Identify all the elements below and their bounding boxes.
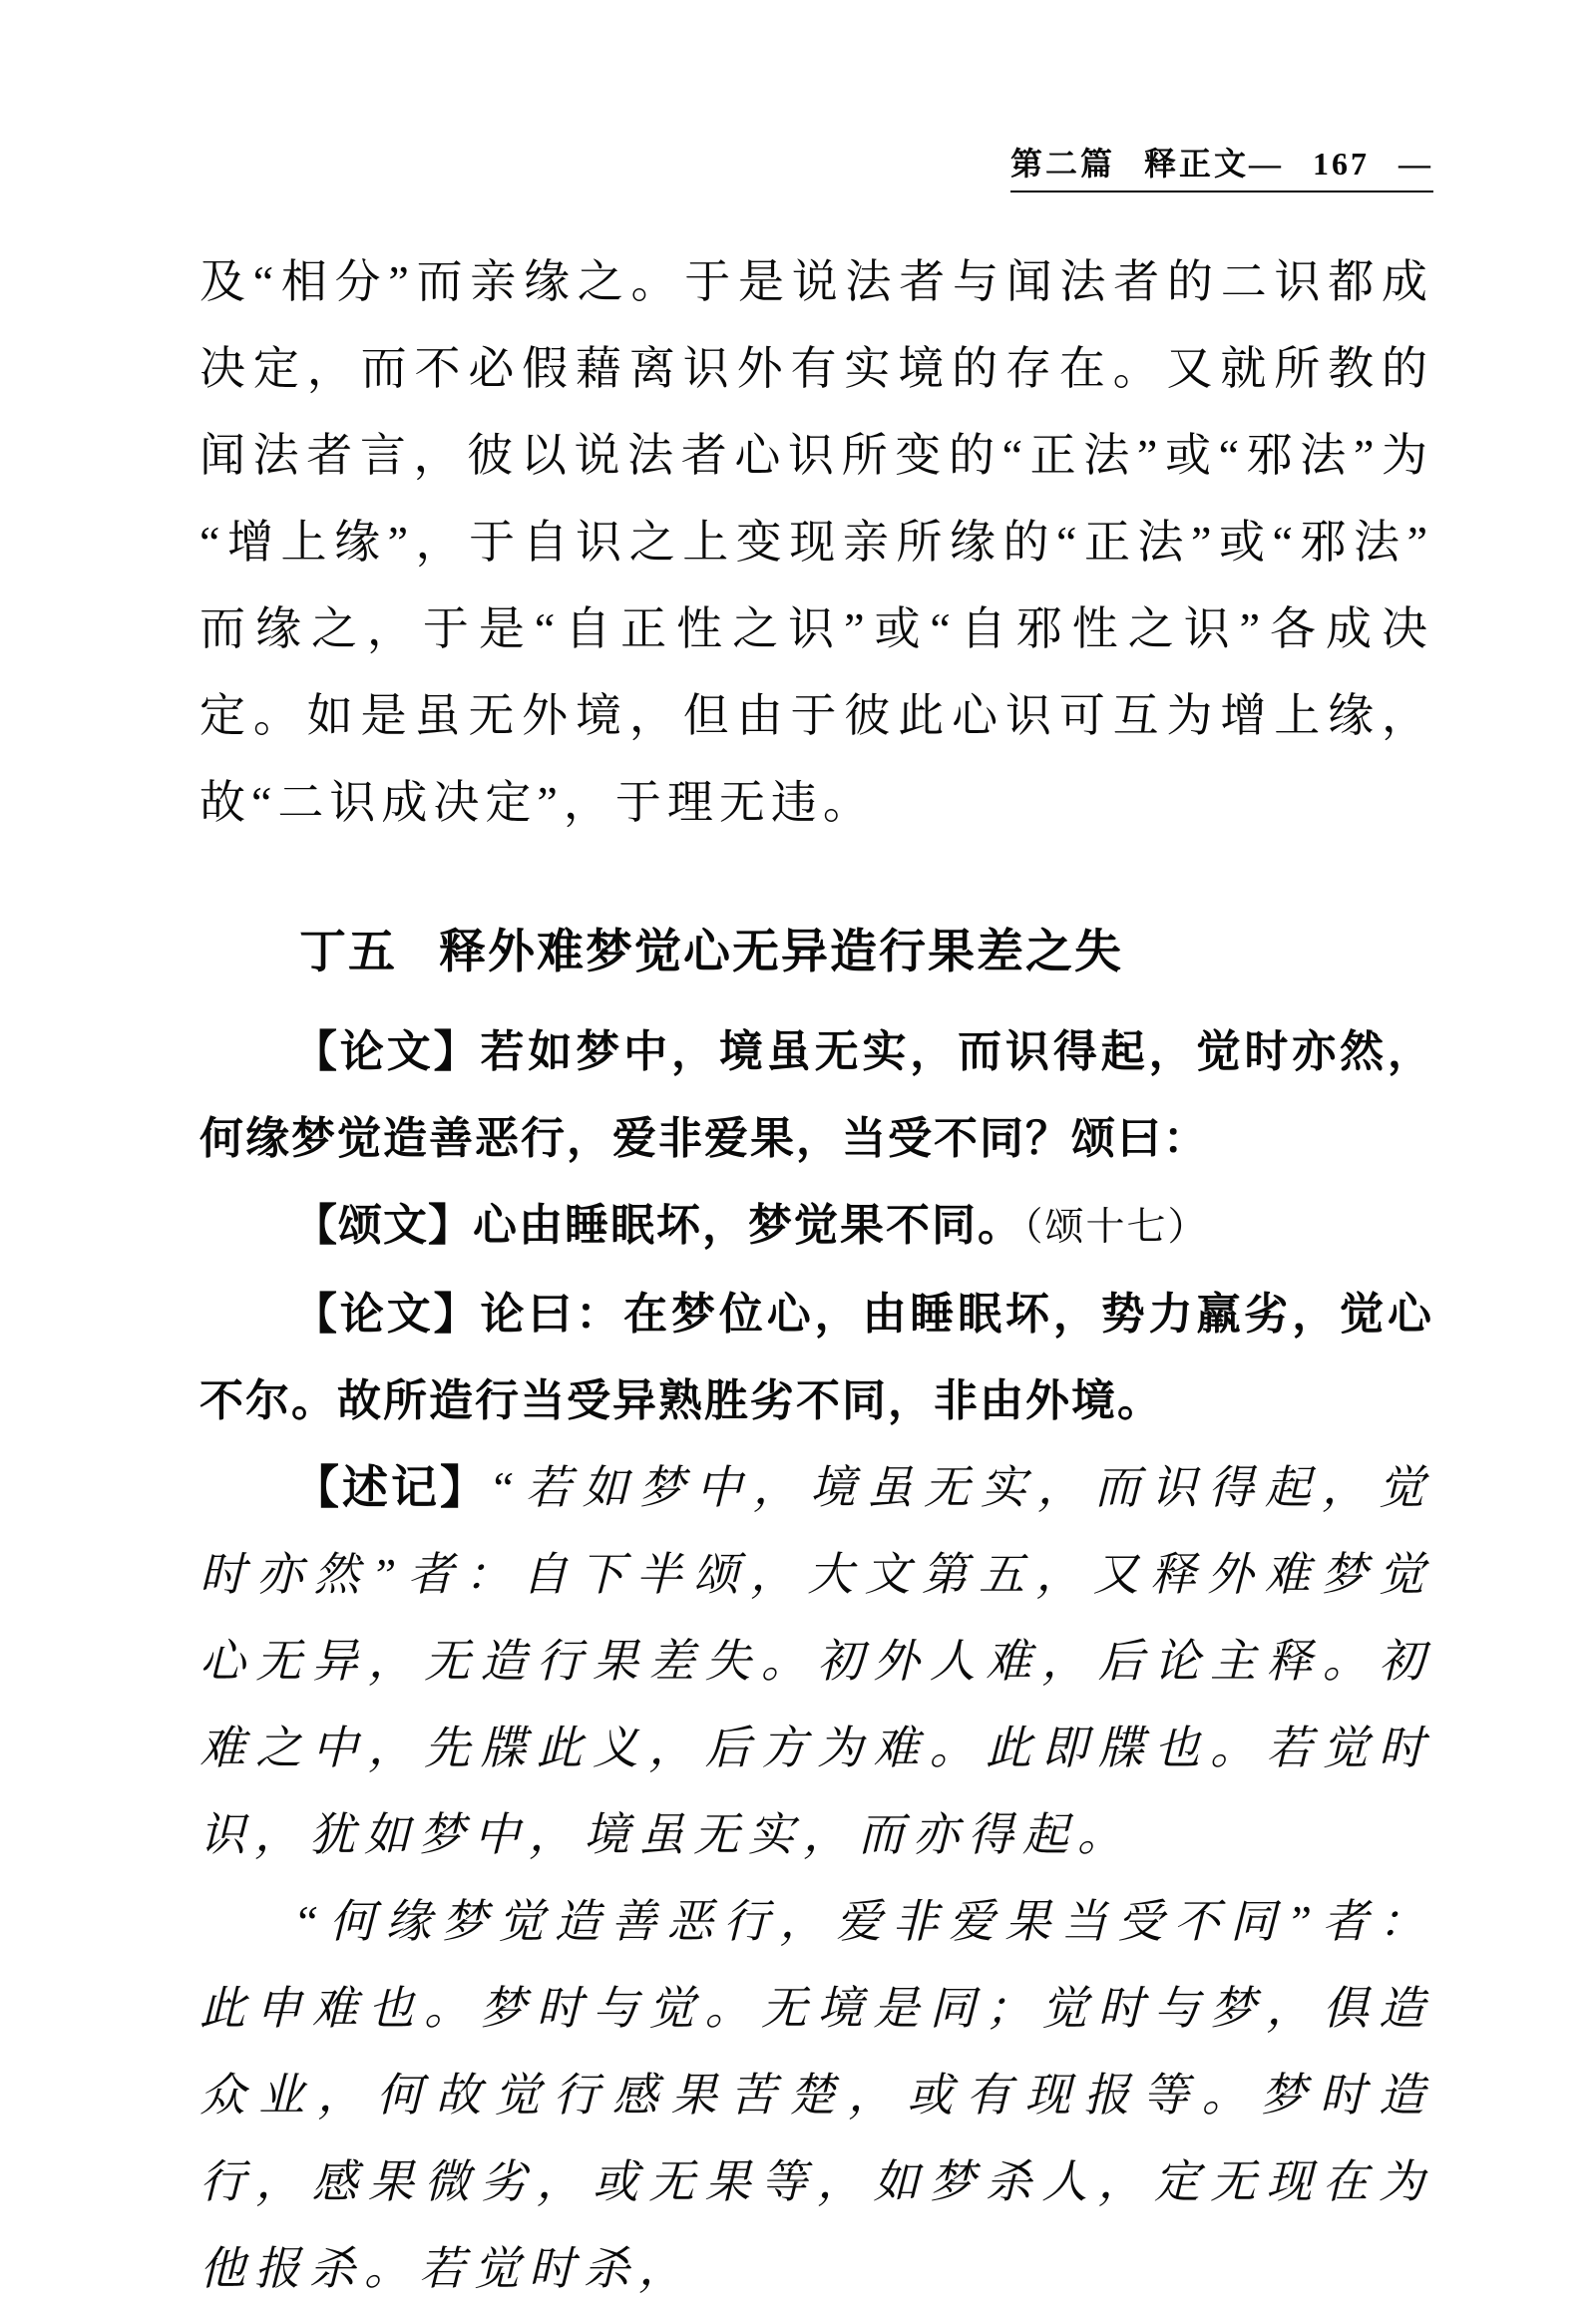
shuji-continuation-paragraph: [200, 1878, 1433, 2312]
lunwen-text: 论曰：在梦位心，由睡眠坏，势力羸劣，觉心不尔。故所造行当受异熟胜劣不同，非由外境。: [200, 1290, 1434, 1425]
intro-paragraph: [200, 238, 1433, 846]
shuji-label: 【述记】: [293, 1461, 490, 1513]
shuji-text: “若如梦中，境虽无实，而识得起，觉时亦然”者：自下半颂，大文第五，又释外难梦觉心无异，无造行果差失。初外人难，后论主释。初难之中，先牒此义，后方为难。此即牒也。若觉时识，犹如梦中，境虽无实，而亦得起。: [200, 1462, 1434, 1860]
lunwen-text: 若如梦中，境虽无实，而识得起，觉时亦然，何缘梦觉造善恶行，爱非爱果，当受不同？颂曰：: [200, 1027, 1434, 1163]
page-body: [200, 238, 1433, 2312]
page-header: [0, 0, 1596, 193]
section-heading-title: 释外难梦觉心无异造行果差之失: [439, 925, 1123, 977]
songwen-paragraph: [200, 1182, 1433, 1271]
lunwen-paragraph-2: [200, 1271, 1433, 1444]
shuji-continuation-text: “何缘梦觉造善恶行，爱非爱果当受不同”者：此申难也。梦时与觉。无境是同；觉时与梦，俱造众业，何故觉行感果苦楚，或有现报等。梦时造行，感果微劣，或无果等，如梦杀人，定无现在为他报杀。若觉时杀，: [200, 1896, 1433, 2294]
lunwen-paragraph-1: [200, 1008, 1433, 1182]
lunwen-label: 【论文】: [293, 1290, 481, 1339]
intro-paragraph-text: 及“相分”而亲缘之。于是说法者与闻法者的二识都成决定，而不必假藉离识外有实境的存在。又就所教的闻法者言，彼以说法者心识所变的“正法”或“邪法”为“增上缘”，于自识之上变现亲所缘的“正法”或“邪法”而缘之，于是“自正性之识”或“自邪性之识”各成决定。如是虽无外境，但由于彼此心识可互为增上缘，故“二识成决定”，于理无违。: [200, 256, 1433, 828]
running-header-text: 第二篇 释正文— 167 —: [1010, 146, 1433, 193]
section-heading: [200, 908, 1433, 994]
section-heading-number: 丁五: [299, 925, 397, 977]
verse-number-note: （颂十七）: [1023, 1206, 1209, 1249]
shuji-paragraph: [200, 1444, 1433, 1878]
songwen-label: 【颂文】: [293, 1201, 473, 1250]
lunwen-label: 【论文】: [293, 1027, 481, 1076]
songwen-text: 心由睡眠坏，梦觉果不同。: [473, 1201, 1023, 1250]
